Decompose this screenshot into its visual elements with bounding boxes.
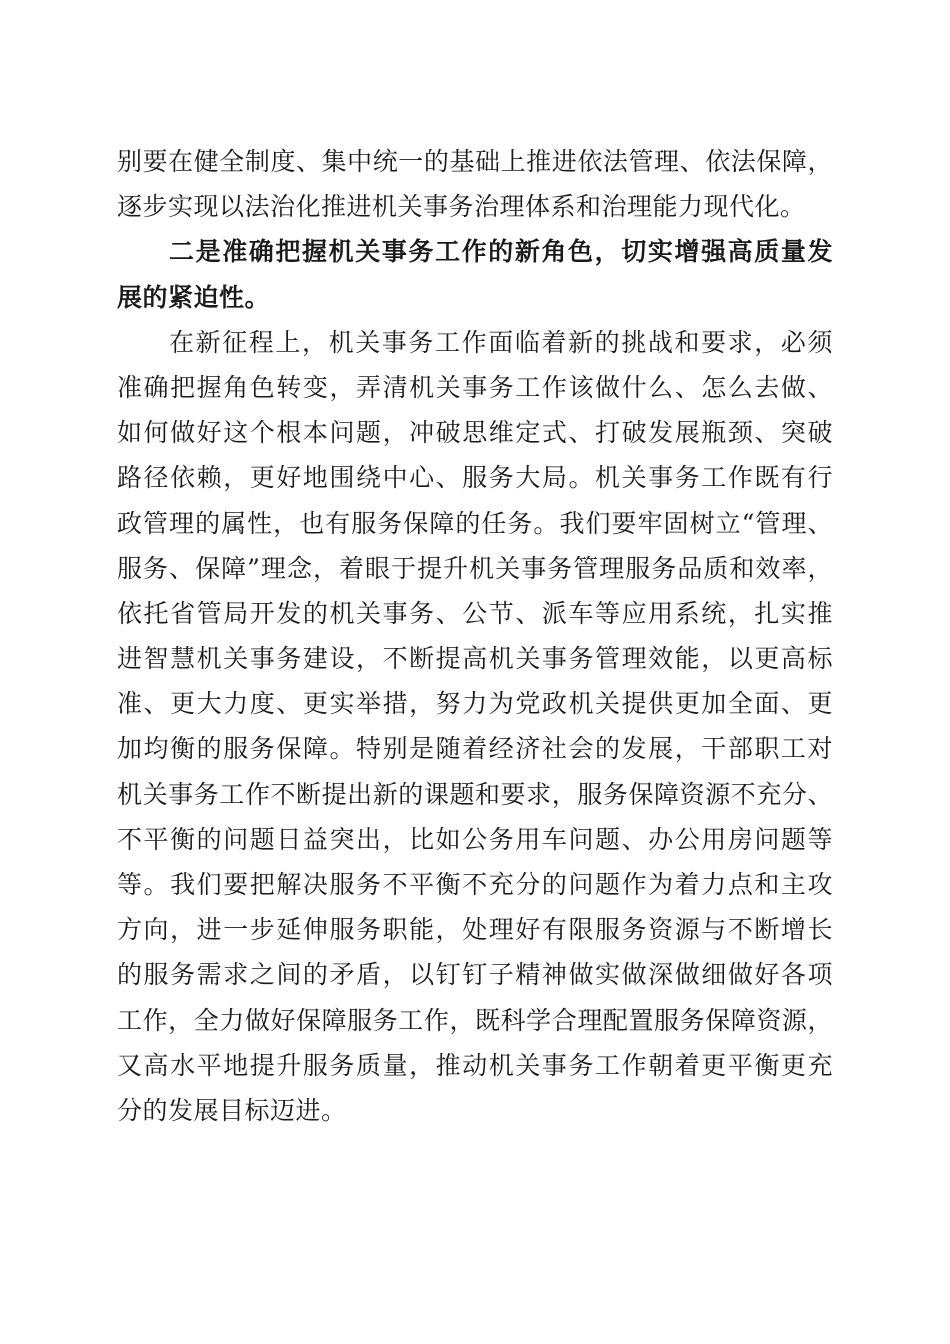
text-line: 二是准确把握机关事务工作的新角色，切实增强高质量发 <box>169 237 833 267</box>
paragraph-2-heading <box>117 229 833 319</box>
text-line: 别要在健全制度、集中统一的基础上推进依法管理、依法保障， <box>117 147 833 176</box>
text-line: 服务、保障”理念，着眼于提升机关事务管理服务品质和效率， <box>117 553 833 583</box>
text-line: 政管理的属性，也有服务保障的任务。我们要牢固树立“管理、 <box>117 508 833 538</box>
text-line: 又高水平地提升服务质量，推动机关事务工作朝着更平衡更充 <box>117 1050 833 1080</box>
text-line: 在新征程上，机关事务工作面临着新的挑战和要求，必须 <box>169 327 833 357</box>
text-line: 加均衡的服务保障。特别是随着经济社会的发展，干部职工对 <box>117 734 833 764</box>
paragraph-3 <box>117 320 833 1133</box>
text-line: 依托省管局开发的机关事务、公节、派车等应用系统，扎实推 <box>117 598 833 628</box>
text-line: 分的发展目标迈进。 <box>117 1095 347 1125</box>
text-line: 的服务需求之间的矛盾，以钉钉子精神做实做深做细做好各项 <box>117 960 833 990</box>
text-line: 工作，全力做好保障服务工作，既科学合理配置服务保障资源， <box>117 1005 833 1035</box>
text-line: 展的紧迫性。 <box>117 282 271 312</box>
text-line: 进智慧机关事务建设，不断提高机关事务管理效能，以更高标 <box>117 644 833 674</box>
text-line: 逐步实现以法治化推进机关事务治理体系和治理能力现代化。 <box>117 192 806 222</box>
paragraph-1 <box>117 139 833 229</box>
text-line: 如何做好这个根本问题，冲破思维定式、打破发展瓶颈、突破 <box>117 418 833 448</box>
text-line: 不平衡的问题日益突出，比如公务用车问题、办公用房问题等 <box>117 824 833 854</box>
document-body <box>117 139 833 1133</box>
text-line: 机关事务工作不断提出新的课题和要求，服务保障资源不充分、 <box>117 779 833 809</box>
text-line: 路径依赖，更好地围绕中心、服务大局。机关事务工作既有行 <box>117 463 833 493</box>
text-line: 方向，进一步延伸服务职能，处理好有限服务资源与不断增长 <box>117 915 833 945</box>
text-line: 准确把握角色转变，弄清机关事务工作该做什么、怎么去做、 <box>117 372 833 402</box>
text-line: 准、更大力度、更实举措，努力为党政机关提供更加全面、更 <box>117 689 833 719</box>
text-line: 等。我们要把解决服务不平衡不充分的问题作为着力点和主攻 <box>117 870 833 899</box>
